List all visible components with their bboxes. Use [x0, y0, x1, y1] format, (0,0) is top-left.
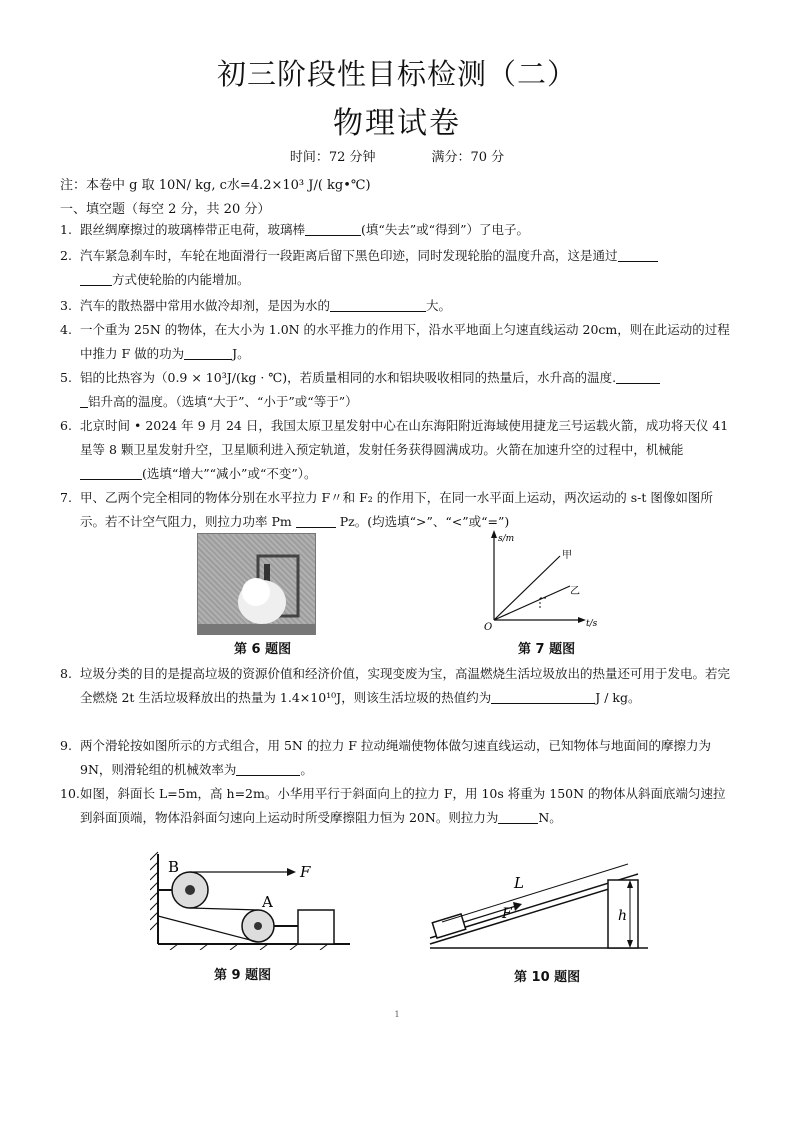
answer-blank[interactable]	[236, 761, 300, 776]
object-block	[298, 910, 334, 944]
figure-10-caption: 第 10 题图	[514, 970, 581, 985]
line-jia-label: 甲	[562, 550, 572, 561]
exam-subject: 物理试卷	[333, 106, 461, 141]
figure-7-graph	[482, 528, 612, 632]
answer-blank[interactable]	[296, 513, 336, 528]
label-f: F	[300, 863, 311, 881]
origin-label: O	[484, 622, 493, 632]
force-arrow-icon	[287, 868, 296, 876]
answer-blank[interactable]	[618, 247, 658, 262]
line-yi	[494, 586, 570, 620]
question-4: 4. 一个重为 25N 的物体，在大小为 1.0N 的水平推力的作用下，沿水平地面上匀速直线运动 20cm，则在此运动的过程中推力 F 做的功为 J。	[60, 322, 730, 361]
figure-10-incline	[424, 856, 654, 956]
answer-blank[interactable]	[184, 345, 232, 360]
label-a: A	[262, 893, 273, 911]
exam-score: 满分：70 分	[431, 150, 505, 165]
question-5: 5. 铝的比热容为（0.9 × 10³J/(kg · ℃)，若质量相同的水和铝块吸收相同的热量后，水升高的温度. 铝升高的温度。（选填“大于”、“小于”或“等于”）	[60, 366, 736, 414]
figure-6-photo	[197, 533, 316, 635]
question-3: 3. 汽车的散热器中常用水做冷却剂，是因为水的 大。	[60, 298, 452, 313]
question-2: 2. 汽车紧急刹车时，车轮在地面滑行一段距离后留下黑色印迹，同时发现轮胎的温度升高，这是通过 方式使轮胎的内能增加。	[60, 244, 736, 292]
y-axis-label: s/m	[498, 534, 515, 544]
answer-blank[interactable]	[616, 369, 660, 384]
answer-blank[interactable]	[498, 809, 538, 824]
x-axis-label: t/s	[586, 619, 598, 629]
length-marker	[442, 864, 628, 922]
label-l: L	[514, 874, 524, 892]
line-jia	[494, 556, 560, 620]
question-7: 7. 甲、乙两个完全相同的物体分别在水平拉力 F〃和 F₂ 的作用下，在同一水平面上运动，两次运动的 s-t 图像如图所示。若不计空气阻力，则拉力功率 Pm Pz。(均选填“>”、“<”或“=”)	[60, 490, 713, 529]
answer-blank[interactable]	[305, 221, 361, 236]
question-8: 8. 垃圾分类的目的是提高垃圾的资源价值和经济价值，实现变废为宝，高温燃烧生活垃圾放出的热量还可用于发电。若完全燃烧 2t 生活垃圾释放出的热量为 1.4×10¹⁰J，则该生活垃圾的热值约为 J / kg。	[60, 666, 731, 705]
exam-title: 初三阶段性目标检测（二）	[216, 57, 577, 91]
answer-blank[interactable]	[80, 271, 112, 286]
label-h: h	[618, 908, 628, 924]
figure-7-caption: 第 7 题图	[518, 642, 576, 657]
answer-blank[interactable]	[491, 689, 595, 704]
answer-blank[interactable]	[80, 393, 88, 408]
label-f: F	[502, 906, 512, 922]
exam-meta	[0, 146, 794, 165]
question-1: 1. 跟丝绸摩擦过的玻璃棒带正电荷，玻璃棒 (填“失去”或“得到”）了电子。	[60, 222, 529, 237]
label-b: B	[168, 858, 180, 876]
figure-9-caption: 第 9 题图	[214, 968, 272, 983]
exam-time: 时间：72 分钟	[289, 150, 376, 165]
figure-9-pulleys	[150, 850, 360, 950]
figure-6-drawing	[198, 534, 315, 634]
question-6: 6. 北京时间 • 2024 年 9 月 24 日，我国太原卫星发射中心在山东海阳附近海域使用捷龙三号运载火箭，成功将天仪 41 星等 8 颗卫星发射升空，卫星顺利进入预定轨道，发射任务获得圆满成功。火箭在加速升空的过程中，机械能(选填“增大”“减小”或“不变”）。	[60, 418, 729, 481]
x-arrow-icon	[578, 617, 586, 623]
exam-note: 注：本卷中 g 取 10N/ kg, c水=4.2×10³ J/( kg•℃)	[60, 178, 371, 193]
answer-blank[interactable]	[80, 465, 142, 480]
page-number: 1	[394, 1010, 400, 1019]
question-9: 9. 两个滑轮按如图所示的方式组合，用 5N 的拉力 F 拉动绳端使物体做匀速直线运动，已知物体与地面间的摩擦力为 9N，则滑轮组的机械效率为 。	[60, 738, 711, 777]
answer-blank[interactable]	[330, 297, 426, 312]
line-yi-label: 乙	[570, 586, 580, 597]
section-heading: 一、填空题（每空 2 分，共 20 分）	[60, 202, 271, 217]
y-arrow-icon	[491, 530, 497, 538]
question-10: 10. 如图，斜面长 L=5m，高 h=2m。小华用平行于斜面向上的拉力 F，用 10s 将重为 150N 的物体从斜面底端匀速拉到斜面顶端，物体沿斜面匀速向上运动时所受摩擦阻力恒为 20N。则拉力为 N。	[60, 786, 726, 825]
figure-6-caption: 第 6 题图	[234, 642, 292, 657]
